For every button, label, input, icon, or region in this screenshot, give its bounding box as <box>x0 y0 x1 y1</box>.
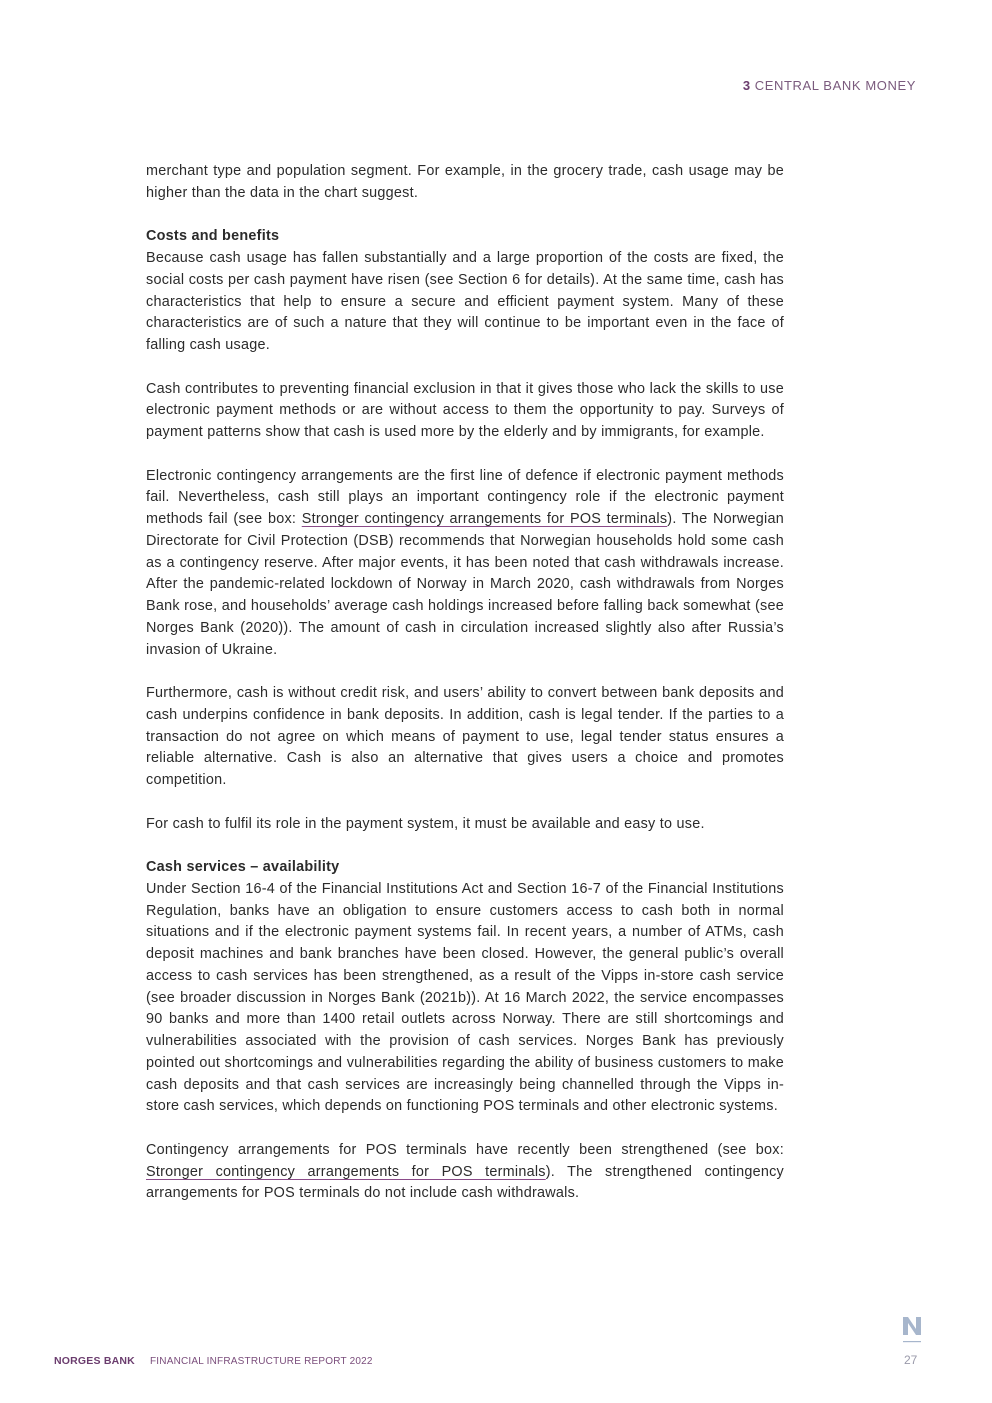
paragraph-contingency-text-1: Electronic contingency arrangements are the first line of defence if electronic payment methods fail. Nevertheless, cash still plays an important contingency role if the electronic payment methods fail (see box: <box>146 467 784 527</box>
main-text <box>146 161 784 1227</box>
section-title: CENTRAL BANK MONEY <box>754 78 916 93</box>
paragraph-pos-text-1: Contingency arrangements for POS terminals have recently been strengthened (see box: <box>146 1141 784 1158</box>
paragraph-intro: merchant type and population segment. For example, in the grocery trade, cash usage may be higher than the data in the chart suggest. <box>146 163 784 201</box>
link-pos-contingency-box-2[interactable]: Stronger contingency arrangements for POS terminals <box>146 1163 546 1180</box>
paragraph-financial-exclusion: Cash contributes to preventing financial exclusion in that it gives those who lack the skills to use electronic payment methods or are without access to them the opportunity to pay. Surveys of payment patterns show that cash is used more by the elderly and by immigrants, for example. <box>146 380 784 440</box>
link-pos-contingency-box[interactable]: Stronger contingency arrangements for POS terminals <box>301 511 668 527</box>
paragraph-costs: Because cash usage has fallen substantially and a large proportion of the costs are fixed, the social costs per cash payment have risen (see Section 6 for details). At the same time, cash has characteristics that help to ensure a secure and efficient payment system. Many of these characteristics are of such a nature that they will continue to be important even in the face of falling cash usage. <box>146 250 784 353</box>
page-number: 27 <box>904 1353 918 1367</box>
heading-cash-services: Cash services – availability <box>146 859 340 875</box>
paragraph-cash-services: Under Section 16-4 of the Financial Institutions Act and Section 16-7 of the Financial Institutions Regulation, banks have an obligation to ensure customers access to cash both in normal situations and if the electronic payment systems fail. In recent years, a number of ATMs, cash deposit machines and bank branches have been closed. However, the general public’s overall access to cash services has been strengthened, as a result of the Vipps in-store cash service (see broader discussion in Norges Bank (2021b)). At 16 March 2022, the service encompasses 90 banks and more than 1400 retail outlets across Norway. There are still shortcomings and vulnerabilities associated with the provision of cash services. Norges Bank has previously pointed out shortcomings and vulnerabilities regarding the ability of business customers to make cash deposits and that cash services are increasingly being channelled through the Vipps in-store cash services, which depends on functioning POS terminals and other electronic systems. <box>146 880 784 1115</box>
footer-brand: NORGES BANK <box>54 1355 135 1367</box>
section-number: 3 <box>742 78 751 93</box>
norges-bank-logo-icon <box>902 1316 922 1344</box>
footer-report-title: FINANCIAL INFRASTRUCTURE REPORT 2022 <box>150 1356 373 1367</box>
paragraph-availability-intro: For cash to fulfil its role in the payment system, it must be available and easy to use. <box>146 815 705 832</box>
paragraph-contingency-text-2: ). The Norwegian Directorate for Civil Protection (DSB) recommends that Norwegian households hold some cash as a contingency reserve. After major events, it has been noted that cash withdrawals increase. After the pandemic-related lockdown of Norway in March 2020, cash withdrawals from Norges Bank rose, and households’ average cash holdings increased before falling back somewhat (see Norges Bank (2020)). The amount of cash in circulation increased slightly also after Russia’s invasion of Ukraine. <box>146 511 785 658</box>
paragraph-credit-risk: Furthermore, cash is without credit risk, and users’ ability to convert between bank deposits and cash underpins confidence in bank deposits. In addition, cash is legal tender. If the parties to a transaction do not agree on which means of payment to use, legal tender status ensures a reliable alternative. Cash is also an alternative that gives users a choice and promotes competition. <box>146 685 784 788</box>
running-header <box>743 78 916 93</box>
paragraph-pos-contingency <box>146 1140 784 1205</box>
heading-costs-benefits: Costs and benefits <box>146 228 280 245</box>
paragraph-contingency <box>146 466 784 662</box>
paragraph-pos-text-2: ). The strengthened contingency arrangements for POS terminals do not include cash withdrawals. <box>146 1163 784 1202</box>
